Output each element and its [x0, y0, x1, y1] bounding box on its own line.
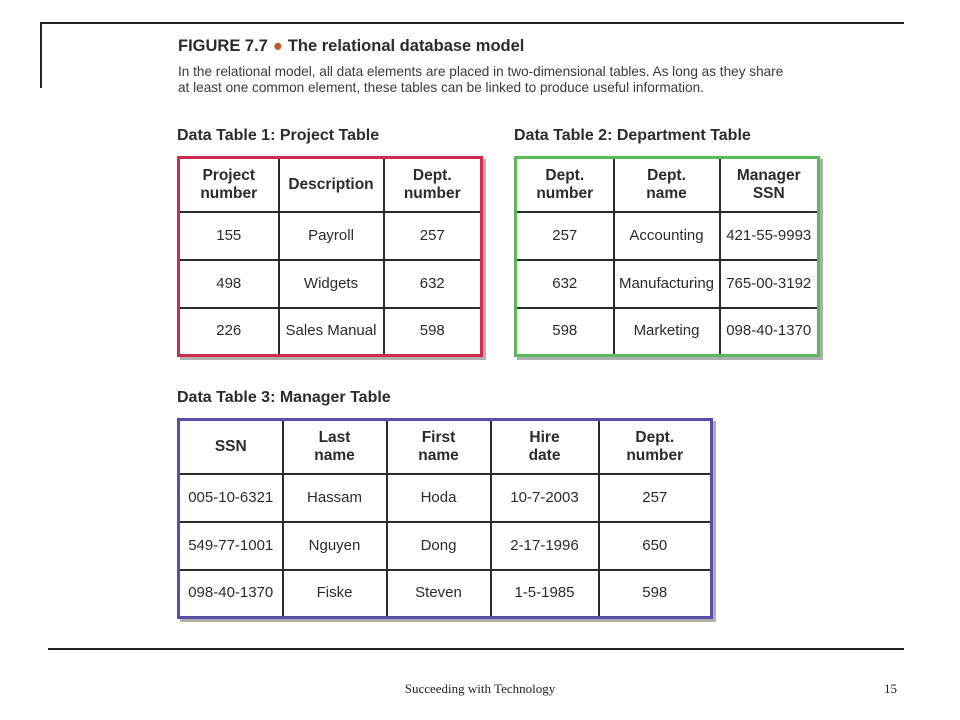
table-cell: 257 — [599, 474, 712, 522]
table-cell: 498 — [179, 260, 279, 308]
column-header: SSN — [179, 420, 283, 474]
table-row — [179, 308, 482, 356]
table-cell: 650 — [599, 522, 712, 570]
table-cell: 1-5-1985 — [491, 570, 599, 618]
table-cell: Hassam — [283, 474, 387, 522]
table-row — [179, 570, 712, 618]
table-cell: Payroll — [279, 212, 384, 260]
slide-frame-top — [40, 22, 904, 24]
footer-text: Succeeding with Technology — [404, 681, 556, 696]
table3-title: Data Table 3: Manager Table — [177, 389, 391, 406]
table-header-row — [179, 158, 482, 212]
table-cell: 632 — [516, 260, 614, 308]
table-cell: 549-77-1001 — [179, 522, 283, 570]
table-cell: Steven — [387, 570, 491, 618]
table-row — [179, 260, 482, 308]
table-header-row — [516, 158, 819, 212]
page-number: 15 — [884, 681, 897, 696]
column-header: Manager SSN — [720, 158, 819, 212]
project-table — [177, 156, 483, 357]
manager-table — [177, 418, 713, 619]
figure-heading: The relational database model — [287, 37, 525, 55]
table-cell: 098-40-1370 — [179, 570, 283, 618]
table-row — [516, 308, 819, 356]
figure-label: FIGURE 7.7 — [178, 37, 268, 55]
column-header: Last name — [283, 420, 387, 474]
table-cell: Widgets — [279, 260, 384, 308]
column-header: Project number — [179, 158, 279, 212]
table-cell: 765-00-3192 — [720, 260, 819, 308]
table-cell: 598 — [516, 308, 614, 356]
table-row — [179, 212, 482, 260]
table-cell: Marketing — [614, 308, 720, 356]
column-header: Hire date — [491, 420, 599, 474]
table-row — [179, 474, 712, 522]
column-header: Dept. number — [384, 158, 482, 212]
table-cell: 257 — [384, 212, 482, 260]
bullet-dot-icon: ● — [272, 37, 283, 55]
column-header: Dept. number — [599, 420, 712, 474]
table-cell: Nguyen — [283, 522, 387, 570]
table-cell: 632 — [384, 260, 482, 308]
table-row — [179, 522, 712, 570]
table-row — [516, 260, 819, 308]
table-cell: 2-17-1996 — [491, 522, 599, 570]
table-cell: 421-55-9993 — [720, 212, 819, 260]
department-table — [514, 156, 820, 357]
figure-caption: In the relational model, all data elements are placed in two-dimensional tables. As long as they share at least one common element, these tables can be linked to produce useful information. — [178, 64, 784, 95]
column-header: Dept. name — [614, 158, 720, 212]
table-header-row — [179, 420, 712, 474]
table-cell: Hoda — [387, 474, 491, 522]
column-header: Dept. number — [516, 158, 614, 212]
slide-frame-left — [40, 22, 42, 88]
table-cell: 598 — [599, 570, 712, 618]
table-cell: 098-40-1370 — [720, 308, 819, 356]
table-cell: 005-10-6321 — [179, 474, 283, 522]
table2-title: Data Table 2: Department Table — [514, 127, 751, 144]
table1-title: Data Table 1: Project Table — [177, 127, 380, 144]
figure-title — [178, 37, 524, 56]
table-cell: 155 — [179, 212, 279, 260]
footer-divider — [48, 648, 904, 650]
table-cell: 257 — [516, 212, 614, 260]
table-cell: Accounting — [614, 212, 720, 260]
table-cell: 226 — [179, 308, 279, 356]
table-row — [516, 212, 819, 260]
table-cell: 598 — [384, 308, 482, 356]
column-header: First name — [387, 420, 491, 474]
table-cell: Dong — [387, 522, 491, 570]
table-cell: Fiske — [283, 570, 387, 618]
column-header: Description — [279, 158, 384, 212]
table-cell: Sales Manual — [279, 308, 384, 356]
table-cell: 10-7-2003 — [491, 474, 599, 522]
table-cell: Manufacturing — [614, 260, 720, 308]
